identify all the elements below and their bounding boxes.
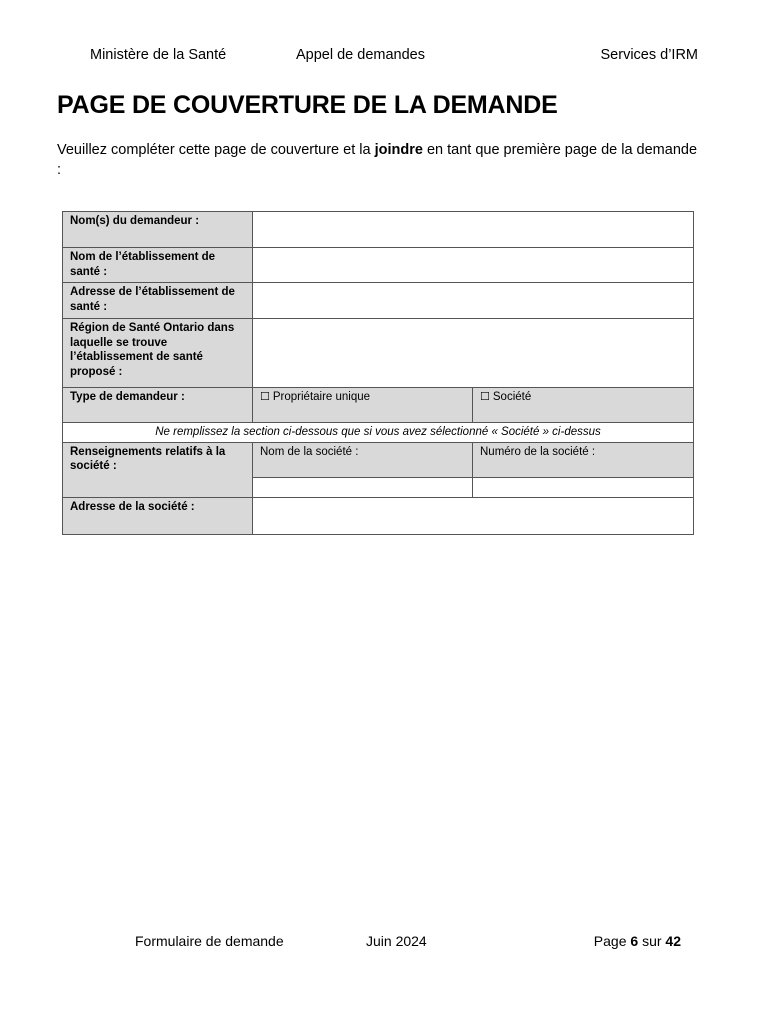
footer-form-name: Formulaire de demande (135, 933, 284, 949)
page-total: 42 (665, 933, 681, 949)
cover-page-form (62, 211, 694, 535)
intro-text (57, 140, 697, 180)
corporation-name-field[interactable] (253, 477, 473, 497)
applicant-type-label: Type de demandeur : (63, 388, 253, 423)
corporation-address-label: Adresse de la société : (63, 497, 253, 534)
sole-owner-option[interactable] (253, 388, 473, 423)
page-prefix: Page (593, 933, 631, 949)
facility-name-label: Nom de l’établissement de santé : (63, 248, 253, 283)
applicant-names-field[interactable] (253, 212, 694, 248)
page-separator: sur (638, 933, 666, 949)
header-ministry: Ministère de la Santé (90, 47, 227, 63)
region-field[interactable] (253, 319, 694, 388)
page-current: 6 (630, 933, 639, 949)
facility-address-label: Adresse de l’établissement de santé : (63, 283, 253, 319)
corporation-name-label: Nom de la société : (253, 442, 473, 477)
checkbox-icon[interactable]: ☐ (480, 391, 490, 403)
corporation-number-label: Numéro de la société : (473, 442, 694, 477)
footer-page-number (594, 933, 681, 949)
footer-date: Juin 2024 (366, 933, 427, 949)
corporation-section-note: Ne remplissez la section ci-dessous que si vous avez sélectionné « Société » ci-dessus (63, 423, 694, 443)
corporation-address-field[interactable] (253, 497, 694, 534)
facility-name-field[interactable] (253, 248, 694, 283)
header-mri-services: Services d’IRM (600, 47, 698, 63)
corporation-option[interactable] (473, 388, 694, 423)
corporation-info-label: Renseignements relatifs à la société : (63, 442, 253, 497)
intro-text-start: Veuillez compléter cette page de couverture et la (57, 142, 375, 158)
applicant-names-label: Nom(s) du demandeur : (63, 212, 253, 248)
checkbox-icon[interactable]: ☐ (260, 391, 270, 403)
corporation-option-label: Société (492, 391, 532, 403)
sole-owner-label: Propriétaire unique (272, 391, 371, 403)
corporation-number-field[interactable] (473, 477, 694, 497)
facility-address-field[interactable] (253, 283, 694, 319)
intro-text-bold: joindre (374, 142, 423, 158)
page-title: PAGE DE COUVERTURE DE LA DEMANDE (57, 91, 558, 119)
header-call-for-applications: Appel de demandes (296, 47, 425, 63)
region-label: Région de Santé Ontario dans laquelle se trouve l’établissement de santé proposé : (63, 319, 253, 388)
intro-text-end: en tant que première page de la demande : (57, 142, 698, 178)
